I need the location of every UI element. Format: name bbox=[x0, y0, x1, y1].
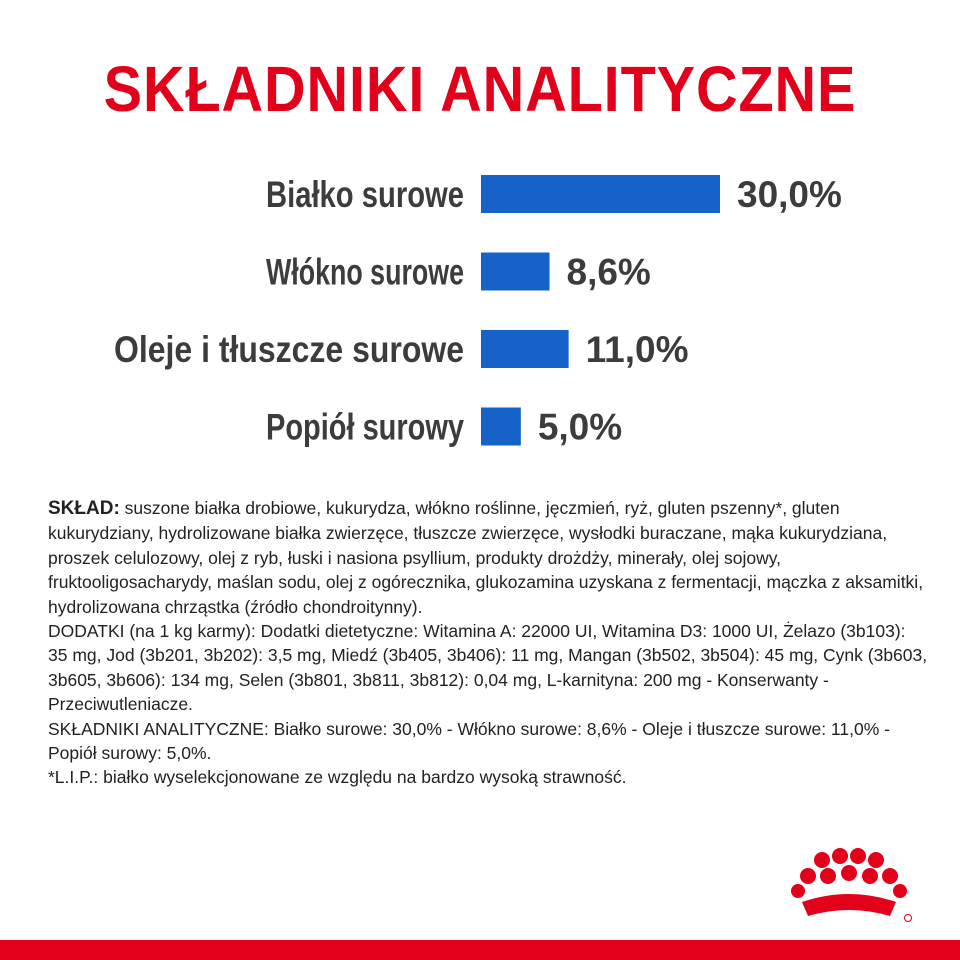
category-label: Włókno surowe bbox=[266, 251, 464, 293]
composition-ingredients: suszone białka drobiowe, kukurydza, włókno roślinne, jęczmień, ryż, gluten pszenny*, gluten kukurydziany, hydrolizowane białka zwierzęce, tłuszcze zwierzęce, wysłodki buraczane, mąka kukurydziana, proszek celulozowy, olej z ryb, łuski i nasiona psyllium, produkty drożdży, minerały, olej sojowy, fruktooligosacharydy, maślan sodu, olej z ogórecznika, glukozamina uzyskana z fermentacji, mączka z aksamitki, hydrolizowana chrząstka (źródło chondroitynny). bbox=[48, 498, 924, 617]
bar bbox=[481, 253, 550, 291]
composition-paragraph bbox=[48, 496, 928, 619]
category-label: Oleje i tłuszcze surowe bbox=[114, 329, 464, 370]
footnote: *L.I.P.: białko wyselekcjonowane ze względu na bardzo wysoką strawność. bbox=[48, 767, 627, 788]
bar bbox=[481, 330, 569, 368]
crown-icon bbox=[784, 846, 924, 926]
page-title: SKŁADNIKI ANALITYCZNE bbox=[103, 53, 857, 125]
bar bbox=[481, 408, 521, 446]
additives-paragraph: DODATKI (na 1 kg karmy): Dodatki dietetyczne: Witamina A: 22000 UI, Witamina D3: 1000 UI, Żelazo (3b103): 35 mg, Jod (3b201, 3b202): 3,5 mg, Miedź (3b405, 3b406): 11 mg, Mangan (3b502, 3b504): 45 mg, Cynk (3b603, 3b605, 3b606): 134 mg, Selen (3b801, 3b811, 3b812): 0,04 mg, L-karnityna: 200 mg - Konserwanty - Przeciwutleniacze. bbox=[48, 621, 928, 715]
brand-bar bbox=[0, 940, 960, 960]
value-label: 8,6% bbox=[566, 251, 651, 293]
composition-text bbox=[48, 496, 928, 790]
value-label: 5,0% bbox=[537, 406, 623, 448]
category-label: Białko surowe bbox=[266, 174, 464, 215]
analytical-paragraph: SKŁADNIKI ANALITYCZNE: Białko surowe: 30,0% - Włókno surowe: 8,6% - Oleje i tłuszcze surowe: 11,0% - Popiół surowy: 5,0%. bbox=[48, 718, 890, 764]
nutrient-bar-chart bbox=[0, 150, 960, 460]
category-label: Popiół surowy bbox=[266, 406, 465, 448]
value-label: 11,0% bbox=[585, 329, 689, 370]
bar bbox=[481, 175, 720, 213]
composition-heading: SKŁAD: bbox=[48, 498, 120, 519]
value-label: 30,0% bbox=[737, 174, 842, 215]
